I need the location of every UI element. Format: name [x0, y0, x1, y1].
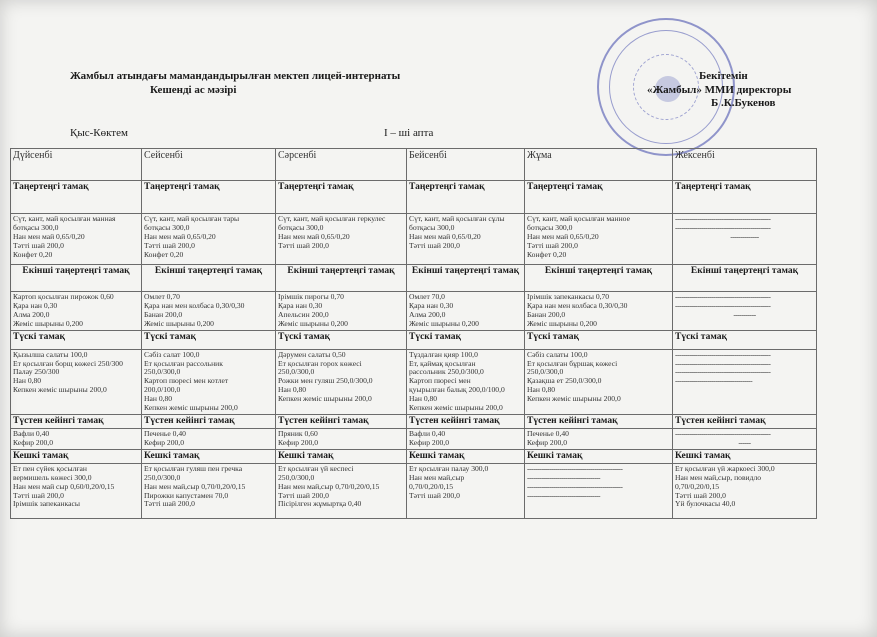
season-label: Қыс-Көктем: [70, 127, 128, 139]
menu-item-line: Рожки мен гуляш 250,0/300,0: [278, 376, 373, 386]
menu-item-line: Кепкен жеміс шырыны 200,0: [278, 394, 372, 404]
menu-item-line: Картоп қосылған пирожок 0,60: [13, 292, 114, 301]
approval-organization: «Жамбыл» ММИ директоры: [647, 84, 792, 96]
meal-title: Таңертеңгі тамақ: [673, 181, 817, 214]
menu-cell: [407, 292, 525, 331]
menu-item-line: Сүт, кант, май қосылған геркулес: [278, 214, 386, 223]
menu-item-line: Жеміс шырыны 0,200: [409, 318, 479, 328]
meal-title: Түстен кейінгі тамақ: [673, 414, 817, 428]
menu-item-line: вермишель көжесі 300,0: [13, 472, 92, 482]
day-header: Жұма: [525, 149, 673, 181]
menu-cell: [407, 214, 525, 265]
meal-title: Кешкі тамақ: [142, 449, 276, 463]
empty-placeholder-line: -----------------------------------------------: [675, 223, 771, 232]
menu-item-line: Ет қосылған гуляш пен гречка: [144, 463, 243, 473]
menu-item-line: Нан 0,80: [13, 376, 42, 386]
menu-item-line: Омлет 0,70: [144, 292, 180, 301]
menu-item-line: Тәтті шай 200,0: [675, 490, 726, 500]
meal-title: Түстен кейінгі тамақ: [11, 414, 142, 428]
approval-signatory: Б .К.Букенов: [711, 97, 776, 109]
menu-item-line: Кефир 200,0: [144, 437, 185, 447]
menu-cell: [11, 428, 142, 449]
menu-item-line: Қызылша салаты 100,0: [13, 349, 88, 359]
menu-item-line: Пирожки капустамен 70,0: [144, 490, 229, 500]
menu-cell: [276, 428, 407, 449]
menu-item-line: 250,0/300,0: [144, 367, 181, 377]
meal-title: Таңертеңгі тамақ: [407, 181, 525, 214]
menu-cell: [525, 428, 673, 449]
menu-item-line: Конфет 0,20: [13, 249, 53, 259]
menu-cell: [276, 292, 407, 331]
menu-item-line: Тәтті шай 200,0: [409, 490, 460, 500]
meal-title: Түскі тамақ: [525, 330, 673, 349]
menu-cell: [525, 214, 673, 265]
meal-title: Екінші таңертеңгі тамақ: [525, 265, 673, 292]
menu-item-line: Нан мен май 0,65/0,20: [278, 231, 350, 241]
menu-item-line: Вафли 0,40: [13, 428, 50, 438]
meal-title: Түскі тамақ: [142, 330, 276, 349]
menu-item-line: Тәтті шай 200,0: [13, 490, 64, 500]
meal-items-row: [11, 292, 817, 331]
menu-cell: [673, 349, 817, 414]
day-header: Дүйсенбі: [11, 149, 142, 181]
menu-item-line: Нан мен май 0,65/0,20: [409, 231, 481, 241]
meal-title: Түскі тамақ: [407, 330, 525, 349]
menu-cell: [142, 428, 276, 449]
menu-item-line: Қара нан 0,30: [13, 300, 58, 310]
menu-item-line: Жеміс шырыны 0,200: [278, 318, 348, 328]
menu-item-line: Ірімшік запеканкасы 0,70: [527, 292, 610, 301]
menu-cell: [525, 463, 673, 518]
menu-cell: [11, 292, 142, 331]
meal-title: Түстен кейінгі тамақ: [142, 414, 276, 428]
empty-placeholder-line: ------------------------------------: [527, 491, 601, 500]
menu-item-line: ботқасы 300,0: [144, 222, 190, 232]
menu-cell: [11, 349, 142, 414]
menu-item-line: 0,70/0,20/0,15: [675, 481, 720, 491]
meal-title: Кешкі тамақ: [525, 449, 673, 463]
menu-cell: [407, 349, 525, 414]
empty-placeholder-line: -----------------------------------------------: [675, 359, 771, 368]
menu-item-line: Сәбіз салаты 100,0: [527, 349, 588, 359]
menu-item-line: Тәтті шай 200,0: [278, 240, 329, 250]
empty-placeholder-line: -----------------------------------------------: [675, 368, 771, 377]
meal-title: Екінші таңертеңгі тамақ: [276, 265, 407, 292]
menu-cell: [525, 292, 673, 331]
meal-title-row: [11, 265, 817, 292]
menu-item-line: Нан 0,80: [278, 385, 307, 395]
menu-item-line: қуырылған балық 200,0/100,0: [409, 385, 505, 395]
menu-item-line: Ірімшік запеканкасы: [13, 499, 80, 509]
menu-item-line: ботқасы 300,0: [527, 222, 573, 232]
menu-item-line: Тәтті шай 200,0: [13, 240, 64, 250]
menu-item-line: ботқасы 300,0: [13, 222, 59, 232]
menu-item-line: Кефир 200,0: [527, 437, 568, 447]
menu-item-line: Қара нан 0,30: [278, 300, 323, 310]
menu-item-line: Қара нан 0,30: [409, 300, 454, 310]
empty-placeholder-line: -----------------------------------------------: [675, 301, 771, 310]
menu-item-line: Кефир 200,0: [278, 437, 319, 447]
menu-item-line: Печенье 0,40: [144, 428, 186, 438]
menu-item-line: Қара нан мен колбаса 0,30/0,30: [144, 300, 245, 310]
meal-title: Түстен кейінгі тамақ: [276, 414, 407, 428]
menu-item-line: Қазақша ет 250,0/300,0: [527, 376, 602, 386]
empty-placeholder-line: --------------------------------------: [675, 377, 753, 386]
menu-item-line: Нан мен май,сыр 0,70/0,20/0,15: [144, 481, 246, 491]
menu-item-line: Сүт, кант, май қосылған тары: [144, 214, 240, 223]
menu-item-line: Ет қосылған үй жаркоесі 300,0: [675, 463, 775, 473]
day-header: Сәрсенбі: [276, 149, 407, 181]
meal-title-row: [11, 330, 817, 349]
empty-placeholder-line: -----------------------------------------------: [675, 293, 771, 301]
menu-cell: [276, 349, 407, 414]
meal-title: Таңертеңгі тамақ: [142, 181, 276, 214]
empty-placeholder-line: -----------: [733, 310, 756, 319]
menu-item-line: Банан 200,0: [527, 309, 566, 319]
menu-item-line: ботқасы 300,0: [278, 222, 324, 232]
meal-title: Түскі тамақ: [11, 330, 142, 349]
menu-item-line: Жеміс шырыны 0,200: [144, 318, 214, 328]
menu-item-line: Кефир 200,0: [13, 437, 54, 447]
menu-item-line: Кепкен жеміс шырыны 200,0: [13, 385, 107, 395]
menu-item-line: Жеміс шырыны 0,200: [13, 318, 83, 328]
menu-item-line: Сүт, кант, май қосылған сұлы: [409, 214, 505, 223]
menu-cell: [11, 214, 142, 265]
menu-item-line: Жеміс шырыны 0,200: [527, 318, 597, 328]
menu-title: Кешенді ас мәзірі: [150, 84, 237, 96]
menu-item-line: Палау 250/300: [13, 367, 60, 377]
meal-title: Кешкі тамақ: [407, 449, 525, 463]
menu-item-line: Вафли 0,40: [409, 428, 446, 438]
menu-item-line: Конфет 0,20: [144, 249, 184, 259]
menu-item-line: 250,0/300,0: [144, 472, 181, 482]
menu-cell: [142, 292, 276, 331]
menu-item-line: Ет пен сүйек қосылған: [13, 463, 87, 473]
menu-cell: [673, 214, 817, 265]
menu-item-line: ботқасы 300,0: [409, 222, 455, 232]
menu-cell: [673, 292, 817, 331]
menu-cell: [673, 428, 817, 449]
menu-item-line: Нан 0,80: [144, 394, 173, 404]
menu-item-line: Картоп пюресі мен: [409, 376, 471, 386]
menu-item-line: Тұздалған қияр 100,0: [409, 349, 478, 359]
empty-placeholder-line: ------: [738, 438, 751, 447]
menu-item-line: Кефир 200,0: [409, 437, 450, 447]
day-header: Жексенбі: [673, 149, 817, 181]
week-label: І – ші апта: [384, 127, 434, 139]
menu-item-line: Алма 200,0: [13, 309, 50, 319]
menu-cell: [525, 349, 673, 414]
menu-item-line: Үй булочкасы 40,0: [675, 499, 736, 509]
menu-item-line: Тәтті шай 200,0: [144, 499, 195, 509]
empty-placeholder-line: -----------------------------------------------: [675, 350, 771, 359]
empty-placeholder-line: -----------------------------------------------: [675, 429, 771, 438]
empty-placeholder-line: -----------------------------------------------: [527, 482, 623, 491]
menu-item-line: Пісірілген жұмыртқа 0,40: [278, 499, 362, 509]
day-header: Бейсенбі: [407, 149, 525, 181]
menu-item-line: Банан 200,0: [144, 309, 183, 319]
menu-item-line: Сәбіз салат 100,0: [144, 349, 200, 359]
meal-title: Таңертеңгі тамақ: [276, 181, 407, 214]
menu-item-line: Нан 0,80: [409, 394, 438, 404]
menu-item-line: 250,0/300,0: [278, 367, 315, 377]
menu-item-line: Тәтті шай 200,0: [409, 240, 460, 250]
menu-cell: [673, 463, 817, 518]
menu-cell: [142, 349, 276, 414]
menu-item-line: Нан мен май 0,65/0,20: [13, 231, 85, 241]
menu-item-line: 250,0/300,0: [278, 472, 315, 482]
menu-item-line: Сүт, кант, май қосылған манная: [13, 214, 116, 223]
menu-item-line: Ет қосылған горох көжесі: [278, 358, 362, 368]
menu-item-line: Сүт, кант, май қосылған манное: [527, 214, 630, 223]
menu-cell: [142, 214, 276, 265]
menu-item-line: Пряник 0,60: [278, 428, 318, 438]
day-header-row: [11, 149, 817, 181]
meal-title: Екінші таңертеңгі тамақ: [673, 265, 817, 292]
menu-item-line: Кепкен жеміс шырыны 200,0: [527, 394, 621, 404]
menu-item-line: рассольник 250,0/300,0: [409, 367, 484, 377]
meal-title: Түскі тамақ: [673, 330, 817, 349]
menu-item-line: Ет қосылған үй кеспесі: [278, 463, 354, 473]
menu-table: [10, 148, 817, 519]
menu-item-line: Ет қосылған рассольник: [144, 358, 223, 368]
meal-items-row: [11, 463, 817, 518]
meal-title: Екінші таңертеңгі тамақ: [142, 265, 276, 292]
menu-item-line: Картоп пюресі мен котлет: [144, 376, 229, 386]
approval-title: Бекітемін: [699, 70, 748, 82]
menu-item-line: Нан мен май,сыр, повидло: [675, 472, 762, 482]
menu-cell: [11, 463, 142, 518]
menu-cell: [407, 428, 525, 449]
empty-placeholder-line: --------------: [730, 232, 759, 241]
empty-placeholder-line: -----------------------------------------------: [675, 215, 771, 223]
menu-item-line: Ет қосылған палау 300,0: [409, 463, 489, 473]
menu-item-line: Алма 200,0: [409, 309, 446, 319]
meal-title: Екінші таңертеңгі тамақ: [407, 265, 525, 292]
meal-title: Таңертеңгі тамақ: [11, 181, 142, 214]
meal-title-row: [11, 449, 817, 463]
menu-item-line: Нан мен май сыр 0,60/0,20/0,15: [13, 481, 115, 491]
menu-item-line: Нан мен май 0,65/0,20: [144, 231, 216, 241]
meal-items-row: [11, 349, 817, 414]
meal-title: Таңертеңгі тамақ: [525, 181, 673, 214]
menu-item-line: Ет, қаймақ қосылған: [409, 358, 476, 368]
meal-title-row: [11, 414, 817, 428]
menu-item-line: Нан 0,80: [527, 385, 556, 395]
meal-title: Түстен кейінгі тамақ: [525, 414, 673, 428]
menu-item-line: Нан мен май 0,65/0,20: [527, 231, 599, 241]
school-title: Жамбыл атындағы мамандандырылған мектеп лицей-интернаты: [70, 70, 401, 82]
meal-title: Кешкі тамақ: [673, 449, 817, 463]
menu-item-line: Дәрумен салаты 0,50: [278, 349, 346, 359]
menu-cell: [276, 463, 407, 518]
meal-items-row: [11, 428, 817, 449]
menu-item-line: Кепкен жеміс шырыны 200,0: [409, 403, 503, 413]
menu-item-line: Ет қосылған бұршақ көжесі: [527, 358, 618, 368]
menu-item-line: Кепкен жеміс шырыны 200,0: [144, 403, 238, 413]
empty-placeholder-line: -----------------------------------------------: [527, 464, 623, 473]
menu-item-line: Қара нан мен колбаса 0,30/0,30: [527, 300, 628, 310]
menu-item-line: 250,0/300,0: [527, 367, 564, 377]
menu-cell: [407, 463, 525, 518]
menu-cell: [142, 463, 276, 518]
menu-item-line: Конфет 0,20: [527, 249, 567, 259]
menu-item-line: Тәтті шай 200,0: [278, 490, 329, 500]
meal-title-row: [11, 181, 817, 214]
menu-item-line: 0,70/0,20/0,15: [409, 481, 454, 491]
menu-item-line: Печенье 0,40: [527, 428, 569, 438]
menu-item-line: Тәтті шай 200,0: [527, 240, 578, 250]
menu-item-line: Нан мен май,сыр: [409, 472, 465, 482]
menu-item-line: Нан мен май,сыр 0,70/0,20/0,15: [278, 481, 380, 491]
empty-placeholder-line: ------------------------------------: [527, 473, 601, 482]
menu-item-line: 200,0/100,0: [144, 385, 181, 395]
menu-item-line: Тәтті шай 200,0: [144, 240, 195, 250]
menu-cell: [276, 214, 407, 265]
meal-title: Кешкі тамақ: [276, 449, 407, 463]
meal-title: Түстен кейінгі тамақ: [407, 414, 525, 428]
meal-title: Кешкі тамақ: [11, 449, 142, 463]
meal-title: Түскі тамақ: [276, 330, 407, 349]
menu-item-line: Ірімшік пирогы 0,70: [278, 292, 344, 301]
menu-item-line: Омлет 70,0: [409, 292, 445, 301]
menu-item-line: Апельсин 200,0: [278, 309, 329, 319]
menu-item-line: Ет қосылған борщ көжесі 250/300: [13, 358, 123, 368]
day-header: Сейсенбі: [142, 149, 276, 181]
meal-items-row: [11, 214, 817, 265]
meal-title: Екінші таңертеңгі тамақ: [11, 265, 142, 292]
